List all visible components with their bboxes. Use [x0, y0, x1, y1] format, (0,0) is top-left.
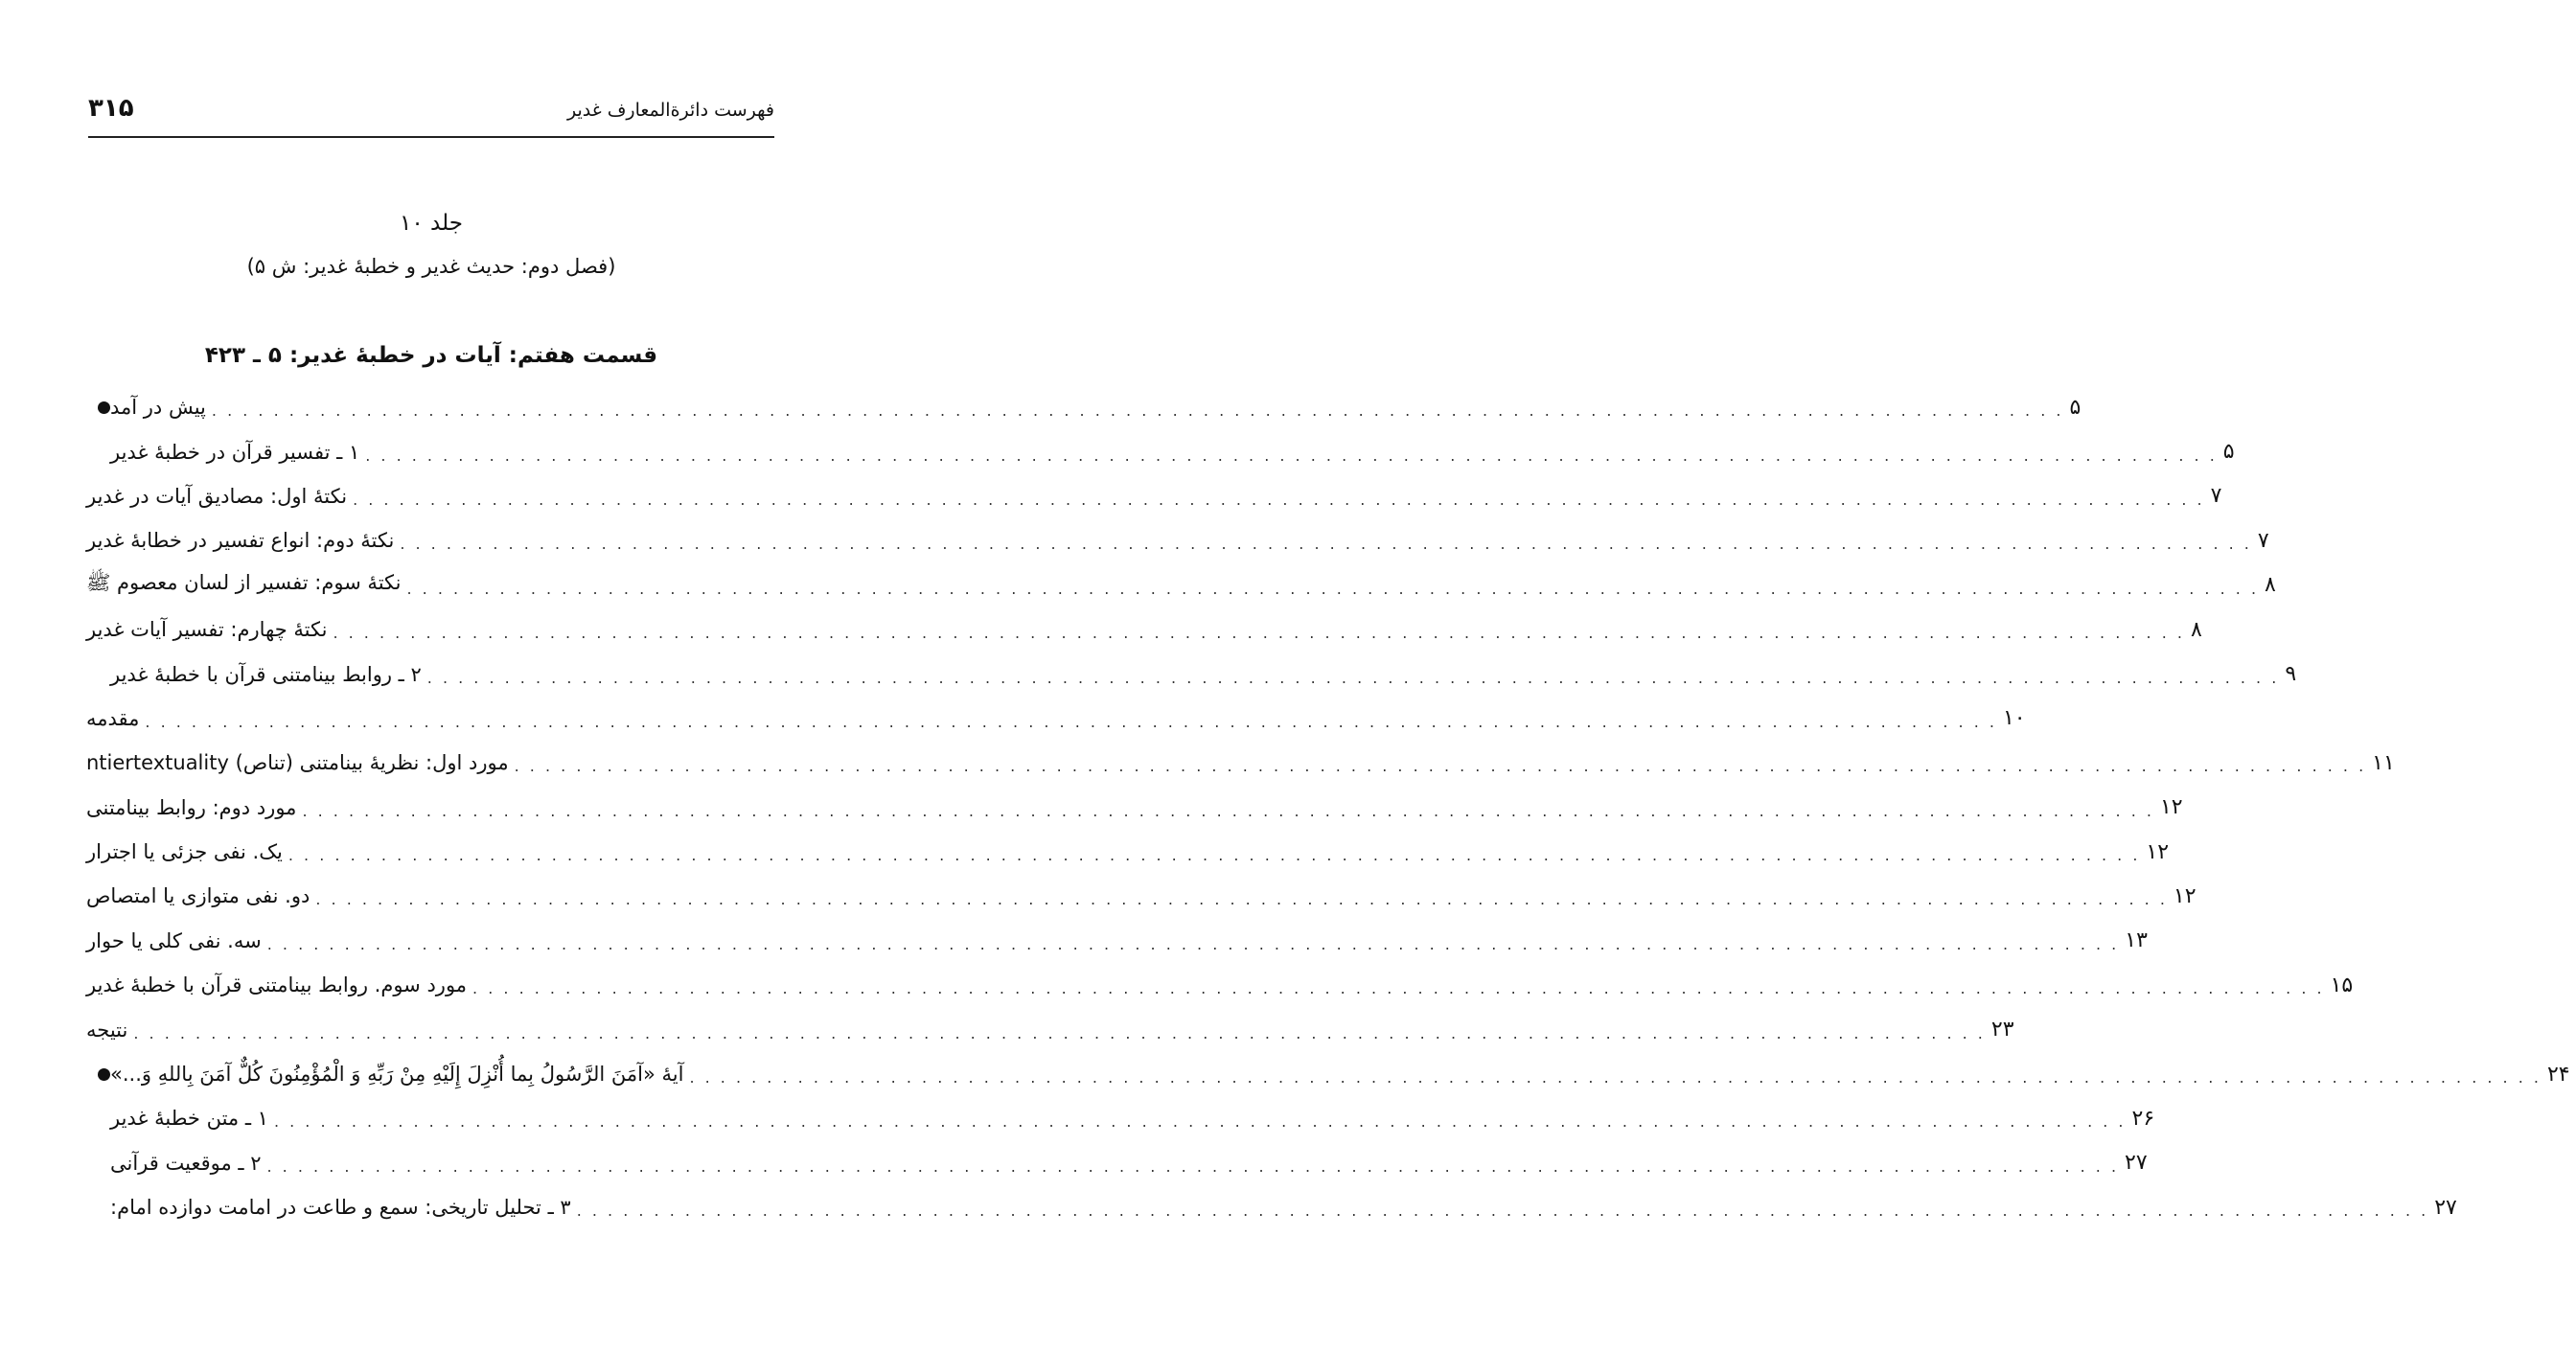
- running-head: فهرست دائرةالمعارف غدیر: [566, 100, 774, 121]
- dot-leader: . . . . . . . . . . . . . . . . . . . . . . . . . . . . . . . . . . . . . . . . . . . . . . . . . . . . . . . . . . . . . . . . . . . . . . . . . . . . . . . . . . . . . . . . . . . . . . . . . . . . . . . . . . . . . . . . . . . . . . . .: [576, 1202, 2429, 1221]
- toc-entry[interactable]: [86, 697, 2026, 741]
- toc-entry-label: نکتهٔ اول: مصادیق آیات در غدیر: [86, 484, 348, 508]
- toc-entry-label: یک. نفی جزئی یا اجترار: [86, 840, 283, 864]
- toc-entry-page-number: ۱۵: [2330, 973, 2354, 997]
- dot-leader: . . . . . . . . . . . . . . . . . . . . . . . . . . . . . . . . . . . . . . . . . . . . . . . . . . . . . . . . . . . . . . . . . . . . . . . . . . . . . . . . . . . . . . . . . . . . . . . . . . . . . . . . . . . . . . . . . . . . . . . .: [302, 801, 2154, 820]
- toc-entry[interactable]: [86, 1052, 2570, 1096]
- toc-entry-label: نکتهٔ دوم: انواع تفسیر در خطابهٔ غدیر: [86, 529, 395, 553]
- table-of-contents: [86, 385, 2570, 1229]
- toc-entry[interactable]: [86, 563, 2276, 607]
- chapter-heading: (فصل دوم: حدیث غدیر و خطبهٔ غدیر: ش ۵): [246, 255, 616, 278]
- toc-entry[interactable]: [86, 830, 2170, 874]
- toc-entry[interactable]: [86, 518, 2269, 562]
- toc-entry-page-number: ۲۳: [1990, 1018, 2014, 1042]
- toc-entry-page-number: ۱۲: [2146, 839, 2170, 864]
- toc-entry[interactable]: [86, 741, 2395, 785]
- toc-entry-label: پیش در آمد: [110, 396, 206, 420]
- toc-entry[interactable]: [86, 1141, 2148, 1185]
- toc-entry-label: دو. نفی متوازی یا امتصاص: [86, 884, 310, 908]
- toc-entry-page-number: ۵: [2222, 440, 2235, 465]
- toc-entry-label: مورد اول: نظریهٔ بینامتنی (تناص) ntiertextuality: [86, 751, 509, 775]
- toc-entry-page-number: ۱۳: [2125, 928, 2148, 953]
- toc-entry-label: سه. نفی کلی یا حوار: [86, 928, 262, 952]
- toc-entry-label: آیهٔ «آمَنَ الرَّسُولُ بِما أُنْزِلَ إِلَيْهِ مِنْ رَبِّهِ وَ الْمُؤْمِنُونَ كُلٌّ آمَنَ بِاللهِ وَ...»: [110, 1063, 684, 1087]
- toc-entry-label: ۱ ـ تفسیر قرآن در خطبهٔ غدیر: [110, 440, 360, 464]
- toc-entry[interactable]: [86, 963, 2354, 1007]
- dot-leader: . . . . . . . . . . . . . . . . . . . . . . . . . . . . . . . . . . . . . . . . . . . . . . . . . . . . . . . . . . . . . . . . . . . . . . . . . . . . . . . . . . . . . . . . . . . . . . . . . . . . . . . . . . . . . . . . . . . . . . . .: [400, 535, 2252, 554]
- dot-leader: . . . . . . . . . . . . . . . . . . . . . . . . . . . . . . . . . . . . . . . . . . . . . . . . . . . . . . . . . . . . . . . . . . . . . . . . . . . . . . . . . . . . . . . . . . . . . . . . . . . . . . . . . . . . . . . . . . . . . . . .: [353, 490, 2205, 509]
- toc-entry-label: ۲ ـ موقعیت قرآنی: [110, 1151, 262, 1175]
- dot-leader: . . . . . . . . . . . . . . . . . . . . . . . . . . . . . . . . . . . . . . . . . . . . . . . . . . . . . . . . . . . . . . . . . . . . . . . . . . . . . . . . . . . . . . . . . . . . . . . . . . . . . . . . . . . . . . . . . . . . . . . .: [406, 579, 2260, 598]
- toc-entry-page-number: ۲۷: [2434, 1195, 2457, 1220]
- page-header: [88, 88, 774, 138]
- dot-leader: . . . . . . . . . . . . . . . . . . . . . . . . . . . . . . . . . . . . . . . . . . . . . . . . . . . . . . . . . . . . . . . . . . . . . . . . . . . . . . . . . . . . . . . . . . . . . . . . . . . . . . . . . . . . . . . . . . . . . . . .: [266, 1156, 2120, 1176]
- toc-entry[interactable]: [86, 429, 2235, 473]
- toc-entry-page-number: ۷: [2210, 484, 2222, 509]
- toc-entry-label: مورد دوم: روابط بینامتنی: [86, 795, 297, 819]
- dot-leader: . . . . . . . . . . . . . . . . . . . . . . . . . . . . . . . . . . . . . . . . . . . . . . . . . . . . . . . . . . . . . . . . . . . . . . . . . . . . . . . . . . . . . . . . . . . . . . . . . . . . . . . . . . . . . . . . . . . . . . . .: [426, 668, 2280, 687]
- toc-entry-page-number: ۸: [2265, 573, 2276, 598]
- toc-entry-label: مورد سوم. روابط بینامتنی قرآن با خطبهٔ غدیر: [86, 973, 468, 997]
- dot-leader: . . . . . . . . . . . . . . . . . . . . . . . . . . . . . . . . . . . . . . . . . . . . . . . . . . . . . . . . . . . . . . . . . . . . . . . . . . . . . . . . . . . . . . . . . . . . . . . . . . . . . . . . . . . . . . . . . . . . . . . .: [273, 1112, 2127, 1132]
- toc-entry-label: نتیجه: [86, 1018, 128, 1042]
- toc-entry[interactable]: [86, 919, 2148, 963]
- toc-entry-label: ۲ ـ روابط بینامتنی قرآن با خطبهٔ غدیر: [110, 662, 422, 686]
- toc-entry-page-number: ۸: [2190, 617, 2202, 642]
- volume-heading: جلد ۱۰: [400, 211, 463, 236]
- section-title: قسمت هفتم: آیات در خطبهٔ غدیر: ۵ ـ ۴۲۳: [204, 343, 658, 368]
- bullet-icon: [98, 401, 110, 414]
- toc-entry[interactable]: [86, 874, 2196, 918]
- toc-entry[interactable]: [86, 652, 2297, 696]
- toc-entry[interactable]: [86, 1185, 2457, 1229]
- dot-leader: . . . . . . . . . . . . . . . . . . . . . . . . . . . . . . . . . . . . . . . . . . . . . . . . . . . . . . . . . . . . . . . . . . . . . . . . . . . . . . . . . . . . . . . . . . . . . . . . . . . . . . . . . . . . . . . . . . . . . . . .: [315, 890, 2168, 909]
- toc-entry[interactable]: [86, 474, 2222, 518]
- bullet-icon: [98, 1068, 110, 1081]
- dot-leader: . . . . . . . . . . . . . . . . . . . . . . . . . . . . . . . . . . . . . . . . . . . . . . . . . . . . . . . . . . . . . . . . . . . . . . . . . . . . . . . . . . . . . . . . . . . . . . . . . . . . . . . . . . . . . . . . . . . . . . . .: [211, 401, 2064, 421]
- toc-entry-page-number: ۱۲: [2173, 883, 2196, 908]
- toc-entry-page-number: ۹: [2285, 662, 2297, 687]
- toc-entry-page-number: ۱۲: [2159, 795, 2183, 820]
- toc-entry-label: نکتهٔ سوم: تفسیر از لسان معصوم ﷺ: [86, 571, 402, 595]
- toc-entry[interactable]: [86, 1007, 2014, 1051]
- dot-leader: . . . . . . . . . . . . . . . . . . . . . . . . . . . . . . . . . . . . . . . . . . . . . . . . . . . . . . . . . . . . . . . . . . . . . . . . . . . . . . . . . . . . . . . . . . . . . . . . . . . . . . . . . . . . . . . . . . . . . . . .: [333, 624, 2185, 643]
- dot-leader: . . . . . . . . . . . . . . . . . . . . . . . . . . . . . . . . . . . . . . . . . . . . . . . . . . . . . . . . . . . . . . . . . . . . . . . . . . . . . . . . . . . . . . . . . . . . . . . . . . . . . . . . . . . . . . . . . . . . . . . .: [689, 1068, 2542, 1088]
- toc-entry-label: ۳ ـ تحلیل تاریخی: سمع و طاعت در امامت دوازده امام:: [110, 1196, 571, 1220]
- toc-entry-page-number: ۷: [2257, 528, 2269, 553]
- toc-entry-page-number: ۵: [2069, 395, 2082, 420]
- toc-entry-page-number: ۲۷: [2125, 1151, 2148, 1176]
- toc-entry-page-number: ۱۰: [2002, 706, 2026, 731]
- toc-entry-page-number: ۲۴: [2546, 1062, 2570, 1087]
- dot-leader: . . . . . . . . . . . . . . . . . . . . . . . . . . . . . . . . . . . . . . . . . . . . . . . . . . . . . . . . . . . . . . . . . . . . . . . . . . . . . . . . . . . . . . . . . . . . . . . . . . . . . . . . . . . . . . . . . . . . . . . .: [266, 934, 2120, 953]
- dot-leader: . . . . . . . . . . . . . . . . . . . . . . . . . . . . . . . . . . . . . . . . . . . . . . . . . . . . . . . . . . . . . . . . . . . . . . . . . . . . . . . . . . . . . . . . . . . . . . . . . . . . . . . . . . . . . . . . . . . . . . . .: [472, 979, 2325, 998]
- dot-leader: . . . . . . . . . . . . . . . . . . . . . . . . . . . . . . . . . . . . . . . . . . . . . . . . . . . . . . . . . . . . . . . . . . . . . . . . . . . . . . . . . . . . . . . . . . . . . . . . . . . . . . . . . . . . . . . . . . . . . . . .: [133, 1023, 1986, 1042]
- toc-entry[interactable]: [86, 1096, 2155, 1140]
- toc-entry[interactable]: [86, 385, 2082, 429]
- toc-entry-label: نکتهٔ چهارم: تفسیر آیات غدیر: [86, 618, 328, 642]
- toc-entry[interactable]: [86, 786, 2183, 830]
- dot-leader: . . . . . . . . . . . . . . . . . . . . . . . . . . . . . . . . . . . . . . . . . . . . . . . . . . . . . . . . . . . . . . . . . . . . . . . . . . . . . . . . . . . . . . . . . . . . . . . . . . . . . . . . . . . . . . . . . . . . . . . .: [365, 446, 2218, 465]
- toc-entry-page-number: ۲۶: [2131, 1106, 2155, 1131]
- toc-entry[interactable]: [86, 607, 2202, 652]
- toc-entry-label: ۱ ـ متن خطبهٔ غدیر: [110, 1107, 268, 1131]
- toc-entry-page-number: ۱۱: [2372, 750, 2395, 775]
- dot-leader: . . . . . . . . . . . . . . . . . . . . . . . . . . . . . . . . . . . . . . . . . . . . . . . . . . . . . . . . . . . . . . . . . . . . . . . . . . . . . . . . . . . . . . . . . . . . . . . . . . . . . . . . . . . . . . . . . . . . . . . .: [145, 712, 1997, 731]
- toc-entry-label: مقدمه: [86, 706, 140, 730]
- dot-leader: . . . . . . . . . . . . . . . . . . . . . . . . . . . . . . . . . . . . . . . . . . . . . . . . . . . . . . . . . . . . . . . . . . . . . . . . . . . . . . . . . . . . . . . . . . . . . . . . . . . . . . . . . . . . . . . . . . . . . . . .: [288, 846, 2141, 865]
- page-number: ۳۱۵: [88, 94, 134, 123]
- dot-leader: . . . . . . . . . . . . . . . . . . . . . . . . . . . . . . . . . . . . . . . . . . . . . . . . . . . . . . . . . . . . . . . . . . . . . . . . . . . . . . . . . . . . . . . . . . . . . . . . . . . . . . . . . . . . . . . . . . . . . . . .: [514, 757, 2367, 776]
